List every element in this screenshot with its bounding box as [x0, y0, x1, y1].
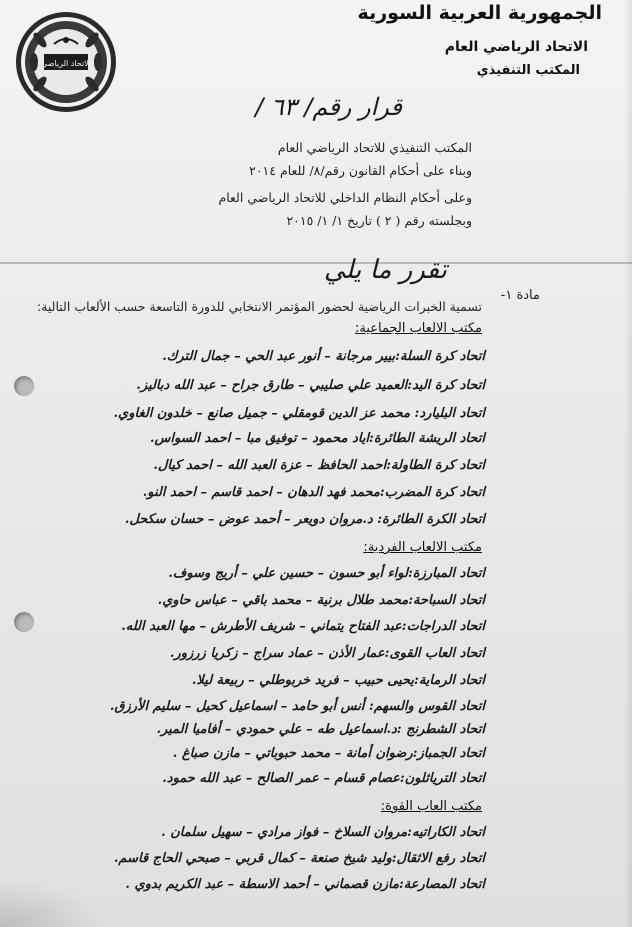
federation-line: اتحاد المصارعة:مازن قصماني – أحمد الاسطة – عبد الكريم بدوي . [125, 877, 485, 892]
binder-holes [0, 0, 60, 927]
federation-line: اتحاد الجمباز:رضوان أمانة – محمد حبوباتي – مازن صباغ . [172, 746, 485, 761]
federation-line: اتحاد العاب القوى:عمار الأذن – عماد سراج – زكريا زرزور. [169, 646, 485, 661]
federation-line: اتحاد البليارد: محمد عز الدين قومقلي – جميل صانع – خلدون الغاوي. [113, 406, 485, 421]
office-title: مكتب الالعاب الفردية: [363, 540, 482, 555]
binder-hole [14, 376, 34, 396]
decision-title: قرار رقم/ ٦٣ / [255, 93, 402, 121]
svg-text:الاتحاد الرياضي: الاتحاد الرياضي [41, 59, 91, 68]
preamble-line: وبجلسته رقم ( ٢ ) تاريخ ١/ ١/ ٢٠١٥ [286, 213, 472, 228]
federation-line: اتحاد القوس والسهم: أنس أبو حامد – اسماعيل كحيل – سليم الأرزق. [109, 699, 485, 714]
federation-line: اتحاد الترياثلون:عصام قسام – عمر الصالح – عبد الله حمود. [162, 771, 485, 786]
page-edge-shadow [624, 0, 632, 927]
federation-line: اتحاد الدراجات:عبد الفتاح يتماني – شريف الأطرش – مها العبد الله. [121, 619, 485, 634]
preamble-line: وبناء على أحكام القانون رقم/٨/ للعام ٢٠١٤ [249, 163, 472, 178]
federation-line: اتحاد كرة اليد:العميد علي صليبي – طارق جراح – عبد الله دباليز. [136, 378, 485, 393]
preamble-line: المكتب التنفيذي للاتحاد الرياضي العام [277, 140, 472, 155]
header-office-name: المكتب التنفيذي [476, 63, 580, 78]
federation-line: اتحاد الرماية:يحيى حبيب – فريد خربوطلي – ربيعة ليلا. [191, 673, 485, 688]
fold-line [0, 262, 632, 264]
office-title: مكتب العاب القوة: [380, 799, 482, 814]
federation-line: اتحاد الريشة الطائرة:اياد محمود – توفيق مبا – احمد السواس. [149, 431, 485, 446]
federation-line: اتحاد المبارزة:لواء أبو حسون – حسين علي – أريج وسوف. [168, 566, 485, 581]
federation-line: اتحاد الشطرنج :د.اسماعيل طه – علي حمودي – أفاميا المير. [156, 722, 485, 737]
header-state-name: الجمهورية العربية السورية [357, 2, 602, 24]
header-union-name: الاتحاد الرياضي العام [444, 39, 588, 55]
preamble-line: وعلى أحكام النظام الداخلي للاتحاد الرياضي العام [218, 190, 472, 205]
article-text: تسمية الخبرات الرياضية لحضور المؤتمر الانتخابي للدورة التاسعة حسب الألعاب التالية: [36, 299, 482, 314]
federation-line: اتحاد السباحة:محمد طلال برنية – محمد باقي – عباس حاوي. [157, 593, 485, 608]
decrees-heading: تقرر ما يلي [323, 255, 447, 285]
federation-line: اتحاد رفع الاثقال:وليد شيخ صنعة – كمال قربي – صبحي الحاج قاسم. [113, 851, 485, 866]
office-title: مكتب الالعاب الجماعية: [354, 321, 482, 336]
federation-line: اتحاد الكرة الطائرة: د.مروان دويعر – أحمد عوض – حسان سكحل. [124, 512, 485, 527]
federation-line: اتحاد كرة الطاولة:احمد الحافظ – عزة العبد الله – احمد كيال. [153, 458, 485, 473]
federation-line: اتحاد كرة المضرب:محمد فهد الدهان – احمد قاسم – احمد النو. [142, 485, 485, 500]
federation-line: اتحاد كرة السلة:بيير مرجانة – أنور عبد الحي – جمال الترك. [162, 349, 485, 364]
article-label: مادة ١- [500, 288, 540, 303]
federation-line: اتحاد الكاراتيه:مروان السلاخ – فواز مرادي – سهيل سلمان . [161, 825, 485, 840]
binder-hole [14, 612, 34, 632]
page-corner-shadow [0, 880, 110, 927]
